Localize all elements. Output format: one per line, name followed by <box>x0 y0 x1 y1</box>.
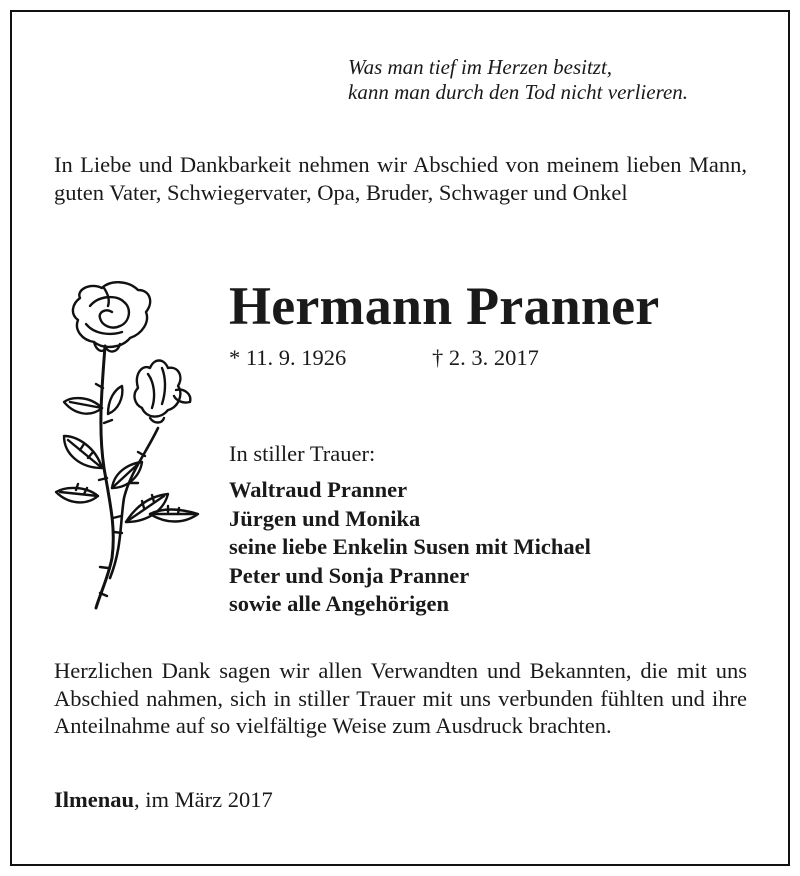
mourner-name: seine liebe Enkelin Susen mit Michael <box>229 534 591 559</box>
thanks-text: Herzlichen Dank sagen wir allen Verwandten und Bekannten, die mit uns Abschied nahmen, sich in stiller Trauer mit uns verbunden fühlten und ihre Anteilnahme auf so vielfältige Weise zum Ausdruck brachten. <box>54 658 747 738</box>
motto-quote <box>348 55 688 105</box>
motto-line: kann man durch den Tod nicht verlieren. <box>348 80 689 104</box>
rose-icon <box>50 278 210 613</box>
motto-line: Was man tief im Herzen besitzt, <box>348 55 613 79</box>
mourners-list <box>229 476 591 619</box>
mourner-name: Peter und Sonja Pranner <box>229 562 470 588</box>
birth-date: * 11. 9. 1926 <box>229 345 347 370</box>
mourning-heading: In stiller Trauer: <box>229 441 376 466</box>
signoff <box>54 786 273 814</box>
intro-text: In Liebe und Dankbarkeit nehmen wir Abschied von meinem lieben Mann, guten Vater, Schwiegervater, Opa, Bruder, Schwager und Onkel <box>54 152 747 205</box>
deceased-name: Hermann Pranner <box>229 276 660 336</box>
signoff-date: , im März 2017 <box>134 787 273 812</box>
signoff-place: Ilmenau <box>54 787 135 812</box>
mourner-name: Waltraud Pranner <box>229 477 408 502</box>
mourner-name: Jürgen und Monika <box>229 505 421 531</box>
mourner-name: sowie alle Angehörigen <box>229 591 449 616</box>
death-date: † 2. 3. 2017 <box>432 345 539 370</box>
